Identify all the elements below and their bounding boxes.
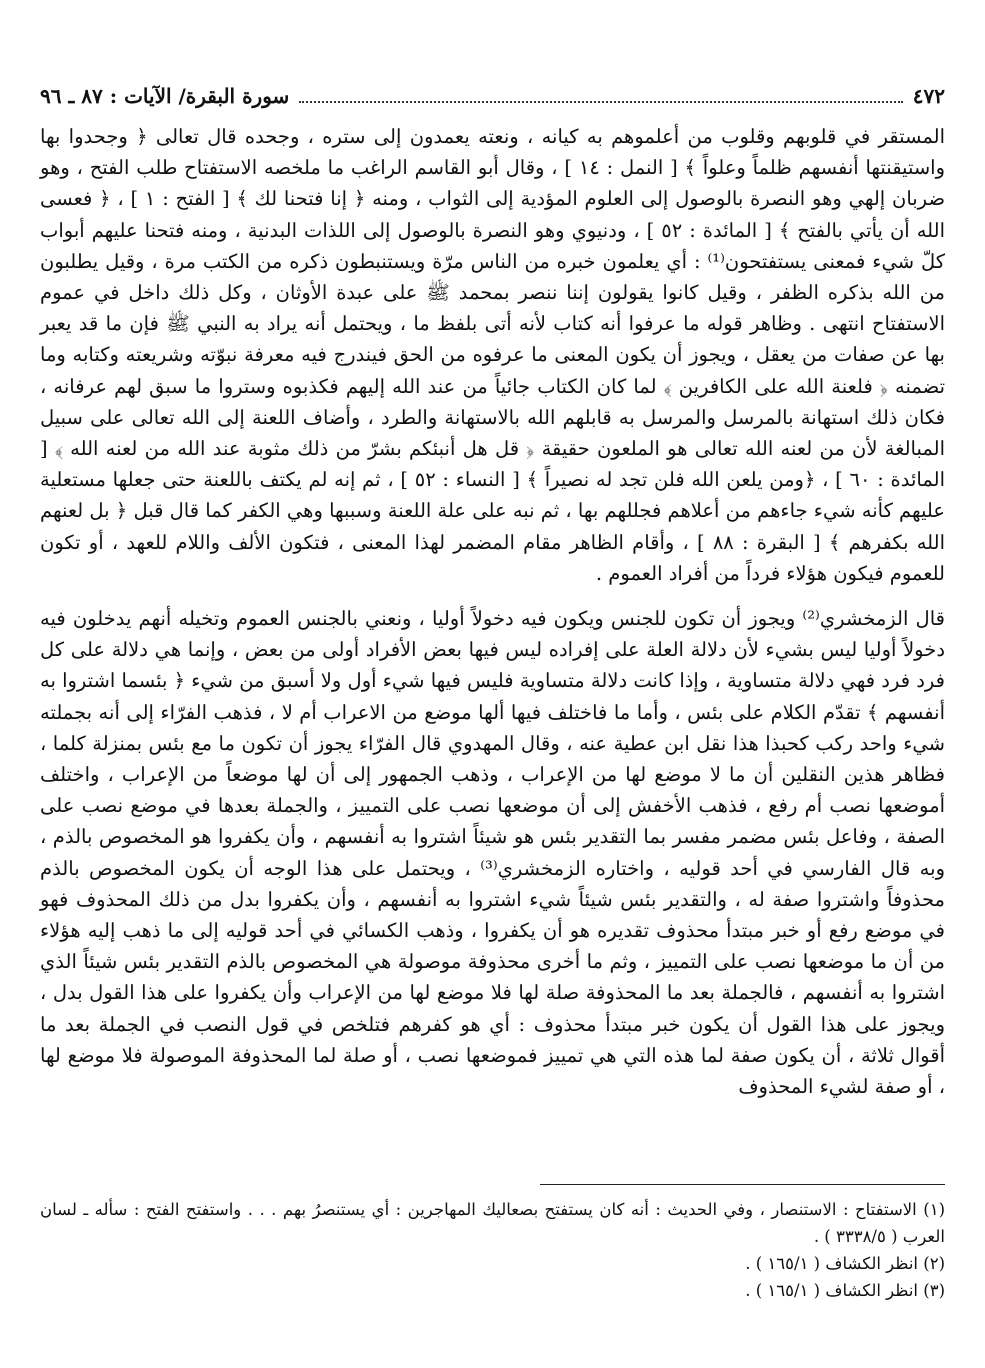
page-number: ٤٧٢ (912, 84, 945, 108)
footnote-3: (٣) انظر الكشاف ( ١٦٥/١ ) . (745, 1281, 945, 1300)
page-header (40, 84, 945, 115)
header-dotted-leader (299, 101, 902, 103)
running-title: سورة البقرة/ الآيات : ٨٧ ـ ٩٦ (40, 84, 290, 108)
body-text (40, 121, 945, 1102)
paragraph-1: المستقر في قلوبهم وقلوب من أعلموهم به كيانه ، ونعته يعمدون إلى ستره ، وجحده قال تعالى ﴿ وجحدوا بها واستيقنتها أنفسهم ظلماً وعلواً ﴾ [ النمل : ١٤ ] ، وقال أبو القاسم الراغب ما ملخصه الاستفتاح طلب الفتح ، وهو ضربان إلهي وهو النصرة بالوصول إلى العلوم المؤدية إلى الثواب ، ومنه ﴿ إنا فتحنا لك ﴾ [ الفتح : ١ ] ، ﴿ فعسى الله أن يأتي بالفتح ﴾ [ المائدة : ٥٢ ] ، ودنيوي وهو النصرة بالوصول إلى اللذات البدنية ، ومنه فتحنا عليهم أبواب كلّ شيء فمعنى يستفتحون⁽¹⁾ : أي يعلمون خبره من الناس مرّة ويستنبطون ذكره من الكتب مرة ، وقيل يطلبون من الله بذكره الظفر ، وقيل كانوا يقولون إننا ننصر بمحمد ﷺ على عبدة الأوثان ، وكل ذلك داخل في عموم الاستفتاح انتهى . وظاهر قوله ما عرفوا أنه كتاب لأنه أتى بلفظ ما ، ويحتمل أنه يراد به النبي ﷺ فإن ما قد يعبر بها عن صفات من يعقل ، ويجوز أن يكون المعنى ما عرفوه من الحق فيندرج فيه معرفة نبوّته وشريعته وكتابه وما تضمنه ﴿ فلعنة الله على الكافرين ﴾ لما كان الكتاب جائياً من عند الله إليهم فكذبوه وستروا ما سبق لهم عرفانه ، فكان ذلك استهانة بالمرسل والمرسل به قابلهم الله بالاستهانة والطرد ، وأضاف اللعنة إلى الله تعالى على سبيل المبالغة لأن من لعنه الله تعالى هو الملعون حقيقة ﴿ قل هل أنبئكم بشرّ من ذلك مثوبة عند الله من لعنه الله ﴾ [ المائدة : ٦٠ ] ، ﴿ومن يلعن الله فلن تجد له نصيراً ﴾ [ النساء : ٥٢ ] ، ثم إنه لم يكتف باللعنة حتى جعلها مستعلية عليهم كأنه شيء جاءهم من أعلاهم فجللهم بها ، ثم نبه على علة اللعنة وسببها وهي الكفر كما قال قبل ﴿ بل لعنهم الله بكفرهم ﴾ [ البقرة : ٨٨ ] ، وأقام الظاهر مقام المضمر لهذا المعنى ، فتكون الألف واللام للعهد ، أو تكون للعموم فيكون هؤلاء فرداً من أفراد العموم . (40, 125, 946, 585)
footnote-1: (١) الاستفتاح : الاستنصار ، وفي الحديث : أنه كان يستفتح بصعاليك المهاجرين : أي يستنصرُ بهم . . . واستفتح الفتح : سأله ـ لسان العرب ( ٣٣٣٨/٥ ) . (40, 1200, 945, 1246)
document-page (40, 84, 946, 1300)
footnote-separator (540, 1184, 945, 1185)
footnote-2: (٢) انظر الكشاف ( ١٦٥/١ ) . (745, 1254, 945, 1273)
footnotes (40, 1196, 945, 1304)
paragraph-2: قال الزمخشري⁽²⁾ ويجوز أن تكون للجنس ويكون فيه دخولاً أوليا ، ونعني بالجنس العموم وتخيله أنهم يدخلون فيه دخولاً أوليا ليس بشيء لأن دلالة العلة على إفراده ليس فيها بعض الأفراد أولى من بعض ، وإنما هي دلالة على كل فرد فرد فهي دلالة متساوية ، وإذا كانت دلالة متساوية فليس فيها شيء أول ولا أسبق من شيء ﴿ بئسما اشتروا به أنفسهم ﴾ تقدّم الكلام على بئس ، وأما ما فاختلف فيها ألها موضع من الاعراب أم لا ، فذهب الفرّاء إلى أنه بجملته شيء واحد ركب كحبذا هذا نقل ابن عطية عنه ، وقال المهدوي قال الفرّاء يجوز أن تكون ما مع بئس بمنزلة كلما ، فظاهر هذين النقلين أن ما لا موضع لها من الإعراب ، وذهب الجمهور إلى أن لها موضعاً من الإعراب ، واختلف أموضعها نصب أم رفع ، فذهب الأخفش إلى أن موضعها نصب على التمييز ، والجملة بعدها في موضع نصب على الصفة ، وفاعل بئس مضمر مفسر بما التقدير بئس هو شيئاً اشتروا به أنفسهم ، وأن يكفروا هو المخصوص بالذم ، وبه قال الفارسي في أحد قوليه ، واختاره الزمخشري⁽³⁾ ، ويحتمل على هذا الوجه أن يكون المخصوص بالذم محذوفاً واشتروا صفة له ، والتقدير بئس شيئاً شيء اشتروا به أنفسهم ، وأن يكفروا بدل من ذلك المحذوف فهو في موضع رفع أو خبر مبتدأ محذوف تقديره هو أن يكفروا ، وذهب الكسائي في أحد قوليه إلى ما ذهب إليه هؤلاء من أن ما موضعها نصب على التمييز ، وثم ما أخرى محذوفة موصولة هي المخصوص بالذم التقدير بئس شيئاً الذي اشتروا به أنفسهم ، فالجملة بعد ما المحذوفة صلة لها فلا موضع لها من الإعراب وأن يكفروا على هذا القول بدل ، ويجوز على هذا القول أن يكون خبر مبتدأ محذوف : أي هو كفرهم فتلخص في قول النصب في الجملة بعد ما أقوال ثلاثة ، أن يكون صفة لما هذه التي هي تمييز فموضعها نصب ، أو صلة لما المحذوفة الموصولة فلا موضع لها ، أو صفة لشيء المحذوف (40, 607, 945, 1099)
